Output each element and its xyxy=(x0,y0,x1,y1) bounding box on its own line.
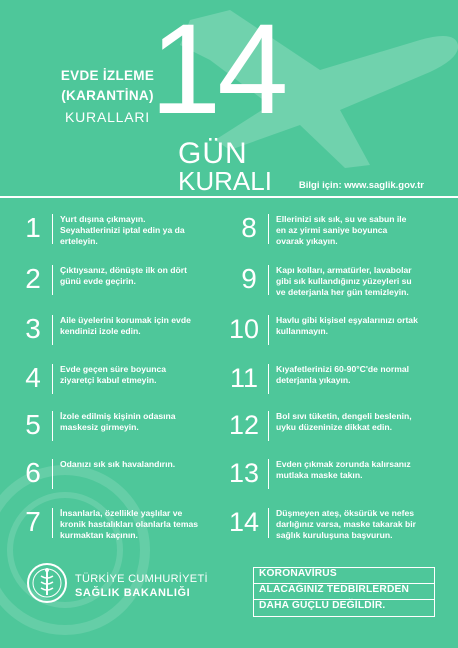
rule-separator xyxy=(268,364,269,394)
ministry-line-2: SAĞLIK BAKANLIĞI xyxy=(75,587,191,599)
rule-text: Ellerinizi sık sık, su ve sabun ile en az yirmi saniye boyunca ovarak yıkayın. xyxy=(276,214,407,247)
rule-separator xyxy=(52,265,53,295)
rule-2 xyxy=(20,265,200,295)
rule-number: 10 xyxy=(228,314,260,344)
rule-10 xyxy=(226,315,431,345)
rule-separator xyxy=(268,214,269,244)
ministry-name xyxy=(75,572,208,600)
big-number: 14 xyxy=(150,0,285,141)
rule-number: 9 xyxy=(241,263,257,294)
rule-text: Çıktıysanız, dönüşte ilk on dört günü evde geçirin. xyxy=(60,265,188,287)
rule-number: 13 xyxy=(228,458,260,488)
rule-number: 7 xyxy=(25,506,41,537)
rule-text: İzole edilmiş kişinin odasına maskesiz girmeyin. xyxy=(60,411,176,433)
rule-text: Düşmeyen ateş, öksürük ve nefes darlığınız varsa, maske takarak bir sağlık kuruluşuna başvurun. xyxy=(276,508,416,541)
rule-separator xyxy=(52,364,53,394)
rule-number: 14 xyxy=(228,507,260,537)
rule-number: 1 xyxy=(25,212,41,243)
rule-text: Aile üyelerini korumak için evde kendinizi izole edin. xyxy=(60,315,191,337)
rule-7 xyxy=(20,508,200,542)
rule-separator xyxy=(52,411,53,441)
rule-separator xyxy=(268,265,269,295)
rule-6 xyxy=(20,459,175,489)
kurali-label: KURALI xyxy=(178,166,272,196)
rule-number: 6 xyxy=(25,457,41,488)
rule-11 xyxy=(226,364,431,394)
rule-13 xyxy=(226,459,431,489)
info-text: Bilgi için: www.saglik.gov.tr xyxy=(298,180,424,191)
rule-text: Yurt dışına çıkmayın. Seyahatlerinizi iptal edin ya da erteleyin. xyxy=(60,214,185,247)
slogan-line-2: ALACAĞINIZ TEDBİRLERDEN xyxy=(259,584,410,595)
rule-text: Havlu gibi kişisel eşyalarınızı ortak kullanmayın. xyxy=(276,315,418,337)
rule-text: Kapı kolları, armatürler, lavabolar gibi sık kullandığınız yüzeyleri su ve deterjanla her gün temizleyin. xyxy=(276,265,412,298)
title-line-3: KURALLARI xyxy=(64,109,150,125)
rule-text: Evde geçen süre boyunca ziyaretçi kabul etmeyin. xyxy=(60,364,167,386)
rule-text: Odanızı sık sık havalandırın. xyxy=(60,459,176,469)
slogan-line-1: KORONAVİRÜS xyxy=(259,568,337,579)
title-line-2: (KARANTİNA) xyxy=(61,88,154,103)
rule-12 xyxy=(226,411,431,441)
rule-1 xyxy=(20,214,200,248)
title-line-1: EVDE İZLEME xyxy=(60,68,155,83)
rule-4 xyxy=(20,364,200,394)
rule-separator xyxy=(52,315,53,345)
rule-separator xyxy=(268,411,269,441)
slogan-box xyxy=(253,567,435,617)
rule-separator xyxy=(52,214,53,244)
rule-3 xyxy=(20,315,200,345)
gun-label: GÜN xyxy=(178,137,248,170)
rule-text: İnsanlarla, özellikle yaşlılar ve kronik hastalıkları olanlarla temas kurmaktan kaçının. xyxy=(60,508,199,541)
rule-number: 2 xyxy=(25,263,41,294)
rule-number: 12 xyxy=(228,410,260,440)
rule-number: 11 xyxy=(229,363,259,393)
rule-number: 5 xyxy=(25,409,41,440)
rule-separator xyxy=(52,459,53,489)
slogan-line-3: DAHA GÜÇLÜ DEĞİLDİR. xyxy=(259,600,386,611)
rule-number: 3 xyxy=(25,313,41,344)
divider xyxy=(0,196,458,198)
rule-text: Bol sıvı tüketin, dengeli beslenin, uyku düzeninize dikkat edin. xyxy=(276,411,412,433)
ministry-emblem-icon xyxy=(26,562,68,604)
rule-separator xyxy=(268,459,269,489)
rule-14 xyxy=(226,508,431,542)
rule-5 xyxy=(20,411,200,441)
rule-number: 8 xyxy=(241,212,257,243)
rule-text: Kıyafetlerinizi 60-90°C'de normal deterjanla yıkayın. xyxy=(276,364,409,386)
rule-8 xyxy=(236,214,416,248)
rule-9 xyxy=(236,265,416,299)
rule-text: Evden çıkmak zorunda kalırsanız mutlaka maske takın. xyxy=(276,459,411,481)
ministry-line-1: TÜRKİYE CUMHURİYETİ xyxy=(75,573,208,585)
rule-separator xyxy=(268,508,269,538)
rule-separator xyxy=(52,508,53,538)
title-block xyxy=(50,66,165,128)
rule-number: 4 xyxy=(25,362,41,393)
rule-separator xyxy=(268,315,269,345)
